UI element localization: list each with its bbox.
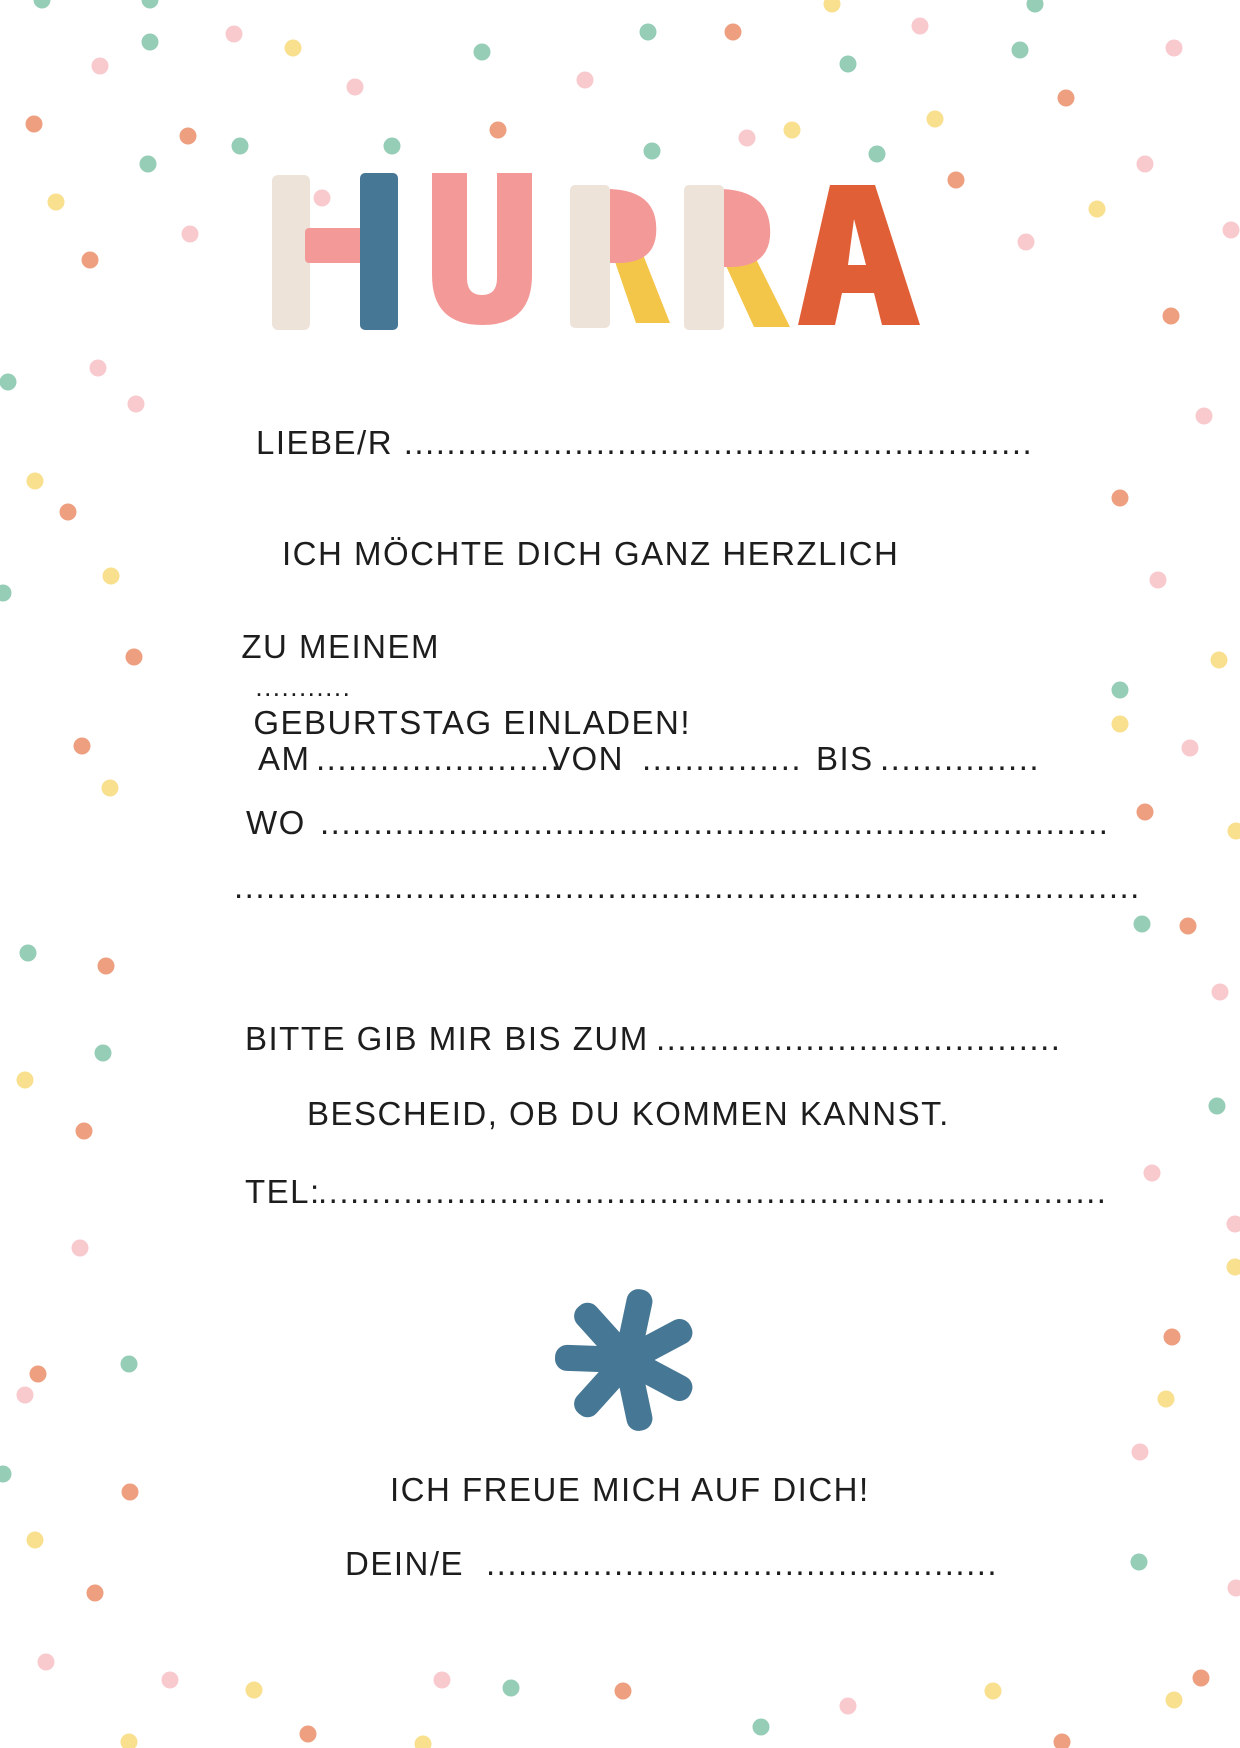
confetti-dot — [232, 138, 249, 155]
confetti-dot — [1134, 916, 1151, 933]
place-blank-field-2[interactable]: ..................................................................................... — [234, 868, 1141, 905]
confetti-dot — [1211, 652, 1228, 669]
confetti-dot — [1137, 156, 1154, 173]
confetti-dot — [1132, 1444, 1149, 1461]
confetti-dot — [17, 1387, 34, 1404]
confetti-dot — [644, 143, 661, 160]
confetti-dot — [285, 40, 302, 57]
confetti-dot — [739, 130, 756, 147]
confetti-dot — [72, 1240, 89, 1257]
confetti-dot — [640, 24, 657, 41]
signature-blank-field[interactable]: ................................................ — [486, 1545, 999, 1582]
confetti-dot — [1166, 40, 1183, 57]
confetti-dot — [1137, 804, 1154, 821]
signature-label: DEIN/E — [345, 1545, 465, 1582]
confetti-dot — [1227, 1216, 1240, 1233]
confetti-dot — [1158, 1391, 1175, 1408]
confetti-dot — [615, 1683, 632, 1700]
confetti-dot — [27, 473, 44, 490]
letter-h-icon — [272, 173, 398, 330]
tel-blank-field[interactable]: .......................................................................... — [318, 1173, 1108, 1210]
confetti-dot — [1166, 1692, 1183, 1709]
confetti-dot — [87, 1585, 104, 1602]
confetti-dot — [490, 122, 507, 139]
confetti-dot — [1089, 201, 1106, 218]
birthday-suffix: GEBURTSTAG EINLADEN! — [253, 704, 692, 741]
confetti-dot — [1180, 918, 1197, 935]
confetti-dot — [1228, 823, 1240, 840]
confetti-dot — [82, 252, 99, 269]
confetti-dot — [30, 1366, 47, 1383]
confetti-dot — [1112, 716, 1129, 733]
confetti-dot — [347, 79, 364, 96]
confetti-dot — [725, 24, 742, 41]
confetti-dot — [246, 1682, 263, 1699]
letter-u-icon — [432, 173, 532, 325]
confetti-dot — [95, 1045, 112, 1062]
confetti-dot — [869, 146, 886, 163]
confetti-dot — [1027, 0, 1044, 13]
confetti-dot — [142, 0, 159, 9]
confetti-dot — [182, 226, 199, 243]
confetti-dot — [121, 1356, 138, 1373]
confetti-dot — [912, 18, 929, 35]
confetti-dot — [48, 194, 65, 211]
letter-r-icon — [684, 185, 790, 330]
age-blank-field[interactable]: ........... — [255, 672, 352, 702]
confetti-dot — [927, 111, 944, 128]
confetti-dot — [128, 396, 145, 413]
until-time-label: BIS — [816, 740, 874, 777]
confetti-dot — [1164, 1329, 1181, 1346]
confetti-dot — [1144, 1165, 1161, 1182]
confetti-dot — [985, 1683, 1002, 1700]
confetti-dot — [180, 128, 197, 145]
confetti-dot — [0, 374, 17, 391]
letter-a-icon — [798, 185, 920, 325]
rsvp-deadline-label: BITTE GIB MIR BIS ZUM — [245, 1020, 649, 1057]
confetti-dot — [27, 1532, 44, 1549]
confetti-dot — [38, 1654, 55, 1671]
confetti-dot — [76, 1123, 93, 1140]
confetti-dot — [753, 1719, 770, 1736]
greeting-line[interactable]: LIEBE/R ........................................................... — [256, 424, 1034, 461]
birthday-prefix: ZU MEINEM — [241, 628, 441, 665]
birthday-line — [220, 590, 691, 742]
confetti-dot — [1223, 222, 1240, 239]
confetti-dot — [122, 1484, 139, 1501]
rsvp-text: BESCHEID, OB DU KOMMEN KANNST. — [307, 1095, 950, 1132]
confetti-dot — [824, 0, 841, 13]
confetti-dot — [20, 945, 37, 962]
confetti-dot — [60, 504, 77, 521]
confetti-dot — [300, 1726, 317, 1743]
confetti-dot — [948, 172, 965, 189]
confetti-dot — [126, 649, 143, 666]
confetti-dot — [162, 1672, 179, 1689]
confetti-dot — [1182, 740, 1199, 757]
confetti-dot — [1058, 90, 1075, 107]
confetti-dot — [140, 156, 157, 173]
confetti-dot — [577, 72, 594, 89]
confetti-dot — [840, 56, 857, 73]
confetti-dot — [0, 1466, 12, 1483]
confetti-dot — [1012, 42, 1029, 59]
date-blank-field[interactable]: ....................... — [316, 740, 562, 777]
from-time-label: VON — [548, 740, 625, 777]
confetti-dot — [90, 360, 107, 377]
confetti-dot — [92, 58, 109, 75]
confetti-dot — [34, 0, 51, 9]
closing-text: ICH FREUE MICH AUF DICH! — [390, 1471, 870, 1508]
confetti-dot — [434, 1672, 451, 1689]
confetti-dot — [1228, 1580, 1240, 1597]
confetti-dot — [1209, 1098, 1226, 1115]
confetti-dot — [226, 26, 243, 43]
confetti-dot — [840, 1698, 857, 1715]
confetti-dot — [1131, 1554, 1148, 1571]
confetti-dot — [26, 116, 43, 133]
confetti-dot — [1150, 572, 1167, 589]
confetti-dot — [1054, 1734, 1071, 1748]
hurra-title — [270, 165, 940, 340]
confetti-dot — [121, 1734, 138, 1748]
confetti-dot — [1112, 682, 1129, 699]
confetti-dot — [102, 780, 119, 797]
confetti-dot — [1163, 308, 1180, 325]
invitation-text: ICH MÖCHTE DICH GANZ HERZLICH — [282, 535, 900, 572]
confetti-dot — [1212, 984, 1229, 1001]
confetti-dot — [1193, 1670, 1210, 1687]
confetti-dot — [1112, 490, 1129, 507]
asterisk-icon — [552, 1285, 702, 1435]
from-time-blank-field[interactable]: ............... — [642, 740, 803, 777]
rsvp-deadline-blank-field[interactable]: ...................................... — [656, 1020, 1062, 1057]
letter-r-icon — [570, 185, 670, 328]
confetti-dot — [503, 1680, 520, 1697]
confetti-dot — [474, 44, 491, 61]
tel-label: TEL: — [245, 1173, 321, 1210]
confetti-dot — [1196, 408, 1213, 425]
confetti-dot — [98, 958, 115, 975]
confetti-dot — [784, 122, 801, 139]
date-label: AM — [258, 740, 311, 777]
confetti-dot — [74, 738, 91, 755]
until-time-blank-field[interactable]: ............... — [880, 740, 1041, 777]
confetti-dot — [17, 1072, 34, 1089]
confetti-dot — [103, 568, 120, 585]
confetti-dot — [142, 34, 159, 51]
confetti-dot — [415, 1736, 432, 1748]
confetti-dot — [1227, 1259, 1240, 1276]
place-blank-field[interactable]: .......................................................................... — [320, 804, 1110, 841]
place-label: WO — [246, 804, 306, 841]
confetti-dot — [1018, 234, 1035, 251]
confetti-dot — [384, 138, 401, 155]
confetti-dot — [0, 585, 12, 602]
